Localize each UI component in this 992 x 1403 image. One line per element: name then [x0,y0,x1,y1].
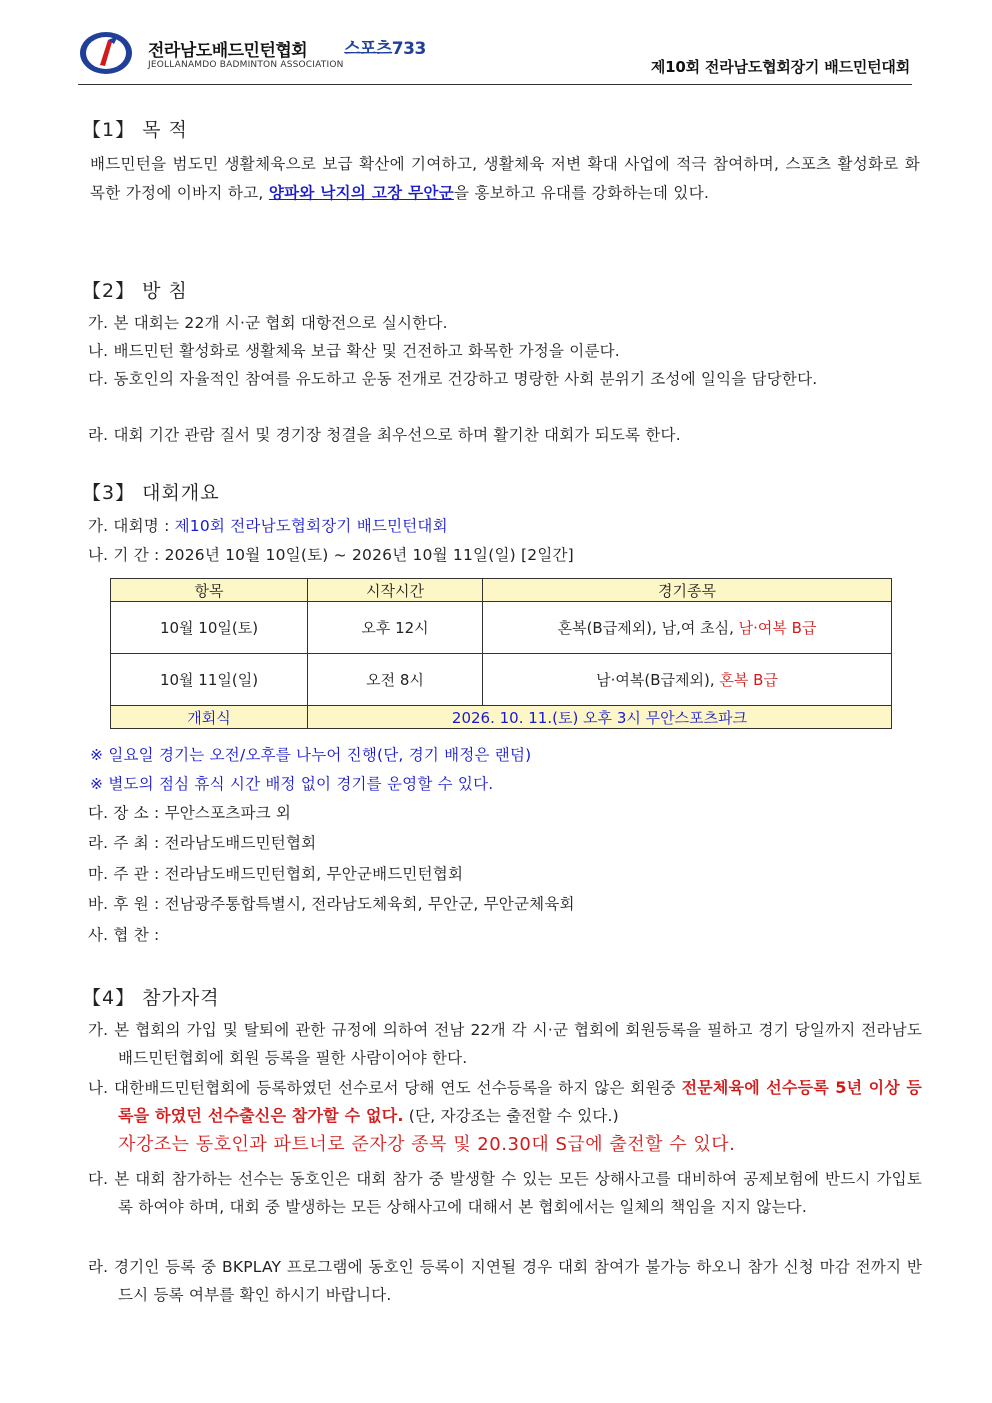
event-detail-line: 사. 협 찬 : [88,926,160,944]
table-header-row [111,579,892,602]
eligibility-item-na-note: (단, 자강조는 출전할 수 있다.) [403,1107,619,1125]
section2-heading: 【2】 방 침 [82,280,188,302]
eligibility-item [88,1016,922,1072]
item-marker: 가. [88,314,109,332]
event-detail-line: 다. 장 소 : 무안스포츠파크 외 [88,804,292,822]
table-cell-day: 10월 11일(일) [111,654,308,706]
schedule-table [110,578,892,729]
table-header-cell: 항목 [111,579,308,602]
opening-ceremony-value: 2026. 10. 11.(토) 오후 3시 무안스포츠파크 [308,706,892,729]
events-text: 남·여복(B급제외), [596,671,720,689]
section3-heading: 【3】 대회개요 [82,482,220,504]
eligibility-item-ga: 가. 본 협회의 가입 및 탈퇴에 관한 규정에 의하여 전남 22개 각 시·군 협회에 회원등록을 필하고 경기 당일까지 전라남도배드민턴협회에 회원 등록을 필한 사람이어야 한다. [88,1021,922,1067]
table-cell-time: 오후 12시 [308,602,483,654]
schedule-note: ※ 일요일 경기는 오전/오후를 나누어 진행(단, 경기 배정은 랜덤) [90,746,532,764]
table-header-cell: 시작시간 [308,579,483,602]
eligibility-item [88,1074,922,1160]
item-text: 본 대회는 22개 시·군 협회 대항전으로 실시한다. [113,314,448,332]
eligibility-item-na-warning2: 자강조는 동호인과 파트너로 준자강 종목 및 20.30대 S급에 출전할 수 있다. [118,1134,736,1155]
section2-item [88,309,922,337]
event-period-line [88,541,922,569]
section1-paragraph [90,150,920,208]
table-header-cell: 경기종목 [483,579,892,602]
item-text: 대회 기간 관람 질서 및 경기장 청결을 최우선으로 하며 활기찬 대회가 되도록 한다. [113,426,681,444]
table-cell-day: 10월 10일(토) [111,602,308,654]
association-emblem-icon [78,30,134,76]
events-text-red: 혼복 B급 [719,671,778,689]
eligibility-item-da: 다. 본 대회 참가하는 선수는 동호인은 대회 참가 중 발생할 수 있는 모든 상해사고를 대비하여 공제보험에 반드시 가입토록 하여야 하며, 대회 중 발생하는 모든 상해사고에 대해서 본 협회에서는 일체의 책임을 지지 않는다. [88,1170,922,1216]
item-marker: 나. [88,342,109,360]
item-text: 동호인의 자율적인 참여를 유도하고 운동 전개로 건강하고 명랑한 사회 분위기 조성에 일익을 담당한다. [113,370,818,388]
sports-logo-number: 733 [391,39,426,59]
eligibility-item [88,1165,922,1221]
section1-heading: 【1】 목 적 [82,119,188,141]
section1-text-before: 배드민턴을 범도민 생활체육으로 보급 확산에 기여하고, 생활체육 저변 확대 사업에 적극 참여하며, 스포츠 활성화로 화목한 가정에 이바지 하고, [90,155,920,202]
section2-item [88,337,922,365]
table-row [111,654,892,706]
sports-logo-text: 스포츠 [344,39,392,59]
event-detail-line: 바. 후 원 : 전남광주통합특별시, 전라남도체육회, 무안군, 무안군체육회 [88,895,575,913]
sports733-logo [344,34,426,59]
item-marker: 라. [88,426,109,444]
section1-text-after: 을 홍보하고 유대를 강화하는데 있다. [453,184,710,202]
event-name-value: 제10회 전라남도협회장기 배드민턴대회 [174,517,448,535]
table-cell-events [483,602,892,654]
schedule-note: ※ 별도의 점심 휴식 시간 배정 없이 경기를 운영할 수 있다. [90,775,494,793]
item-text: 배드민턴 활성화로 생활체육 보급 확산 및 건전하고 화목한 가정을 이룬다. [113,342,620,360]
table-row [111,602,892,654]
org-name-english: JEOLLANAMDO BADMINTON ASSOCIATION [148,60,344,70]
event-detail-line: 라. 주 최 : 전라남도배드민턴협회 [88,834,317,852]
eligibility-item-na-warning: 전문체육에 선수등록 5년 이상 등록을 하였던 선수출신은 참가할 수 없다. [118,1078,922,1125]
opening-ceremony-label: 개회식 [111,706,308,729]
events-text: 혼복(B급제외), 남,여 초심, [557,619,739,637]
section2-item [88,365,922,393]
item-marker: 다. [88,370,109,388]
document-title: 제10회 전라남도협회장기 배드민턴대회 [650,58,910,76]
section4-heading: 【4】 참가자격 [82,987,220,1009]
eligibility-item [88,1253,922,1309]
section2-item [88,421,922,449]
page-header [78,28,912,85]
table-cell-time: 오전 8시 [308,654,483,706]
event-period-label: 나. 기 간 : [88,546,165,564]
event-name-label: 가. 대회명 : [88,517,175,535]
opening-ceremony-row [111,706,892,729]
eligibility-item-na-text: 나. 대한배드민턴협회에 등록하였던 선수로서 당해 연도 선수등록을 하지 않은 회원중 [88,1079,682,1097]
events-text-red: 남·여복 B급 [738,619,817,637]
section1-highlight: 양파와 낙지의 고장 무안군 [268,184,454,202]
table-cell-events [483,654,892,706]
org-name-korean: 전라남도배드민턴협회 [148,41,308,61]
eligibility-item-ra: 라. 경기인 등록 중 BKPLAY 프로그램에 동호인 등록이 지연될 경우 대회 참여가 불가능 하오니 참가 신청 마감 전까지 반드시 등록 여부를 확인 하시기 바랍니다. [88,1258,922,1304]
event-name-line [88,512,922,540]
event-period-value: 2026년 10월 10일(토) ~ 2026년 10월 11일(일) [2일간] [164,546,574,564]
event-detail-line: 마. 주 관 : 전라남도배드민턴협회, 무안군배드민턴협회 [88,865,464,883]
